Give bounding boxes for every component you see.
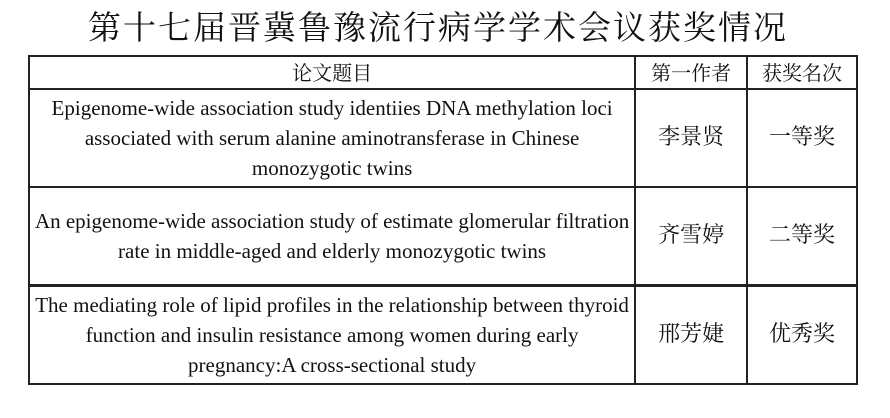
first-author-cell: 李景贤 (635, 89, 747, 187)
table-header-row (29, 56, 857, 89)
awards-table (28, 55, 858, 385)
paper-title-cell: Epigenome-wide association study identiies DNA methylation loci associated with serum alanine aminotransferase in Chinese monozygotic twins (29, 89, 635, 187)
table-row (29, 89, 857, 187)
table-row (29, 286, 857, 385)
award-rank-cell: 一等奖 (747, 89, 857, 187)
paper-title-cell: An epigenome-wide association study of estimate glomerular filtration rate in middle-aged and elderly monozygotic twins (29, 187, 635, 286)
table-row (29, 187, 857, 286)
paper-title-cell: The mediating role of lipid profiles in the relationship between thyroid function and insulin resistance among women during early pregnancy:A cross-sectional study (29, 286, 635, 385)
award-rank-cell: 优秀奖 (747, 286, 857, 385)
header-award-rank: 获奖名次 (747, 56, 857, 89)
header-first-author: 第一作者 (635, 56, 747, 89)
header-paper-title: 论文题目 (29, 56, 635, 89)
page-title: 第十七届晋冀鲁豫流行病学学术会议获奖情况 (88, 8, 788, 47)
first-author-cell: 邢芳婕 (635, 286, 747, 385)
award-rank-cell: 二等奖 (747, 187, 857, 286)
first-author-cell: 齐雪婷 (635, 187, 747, 286)
